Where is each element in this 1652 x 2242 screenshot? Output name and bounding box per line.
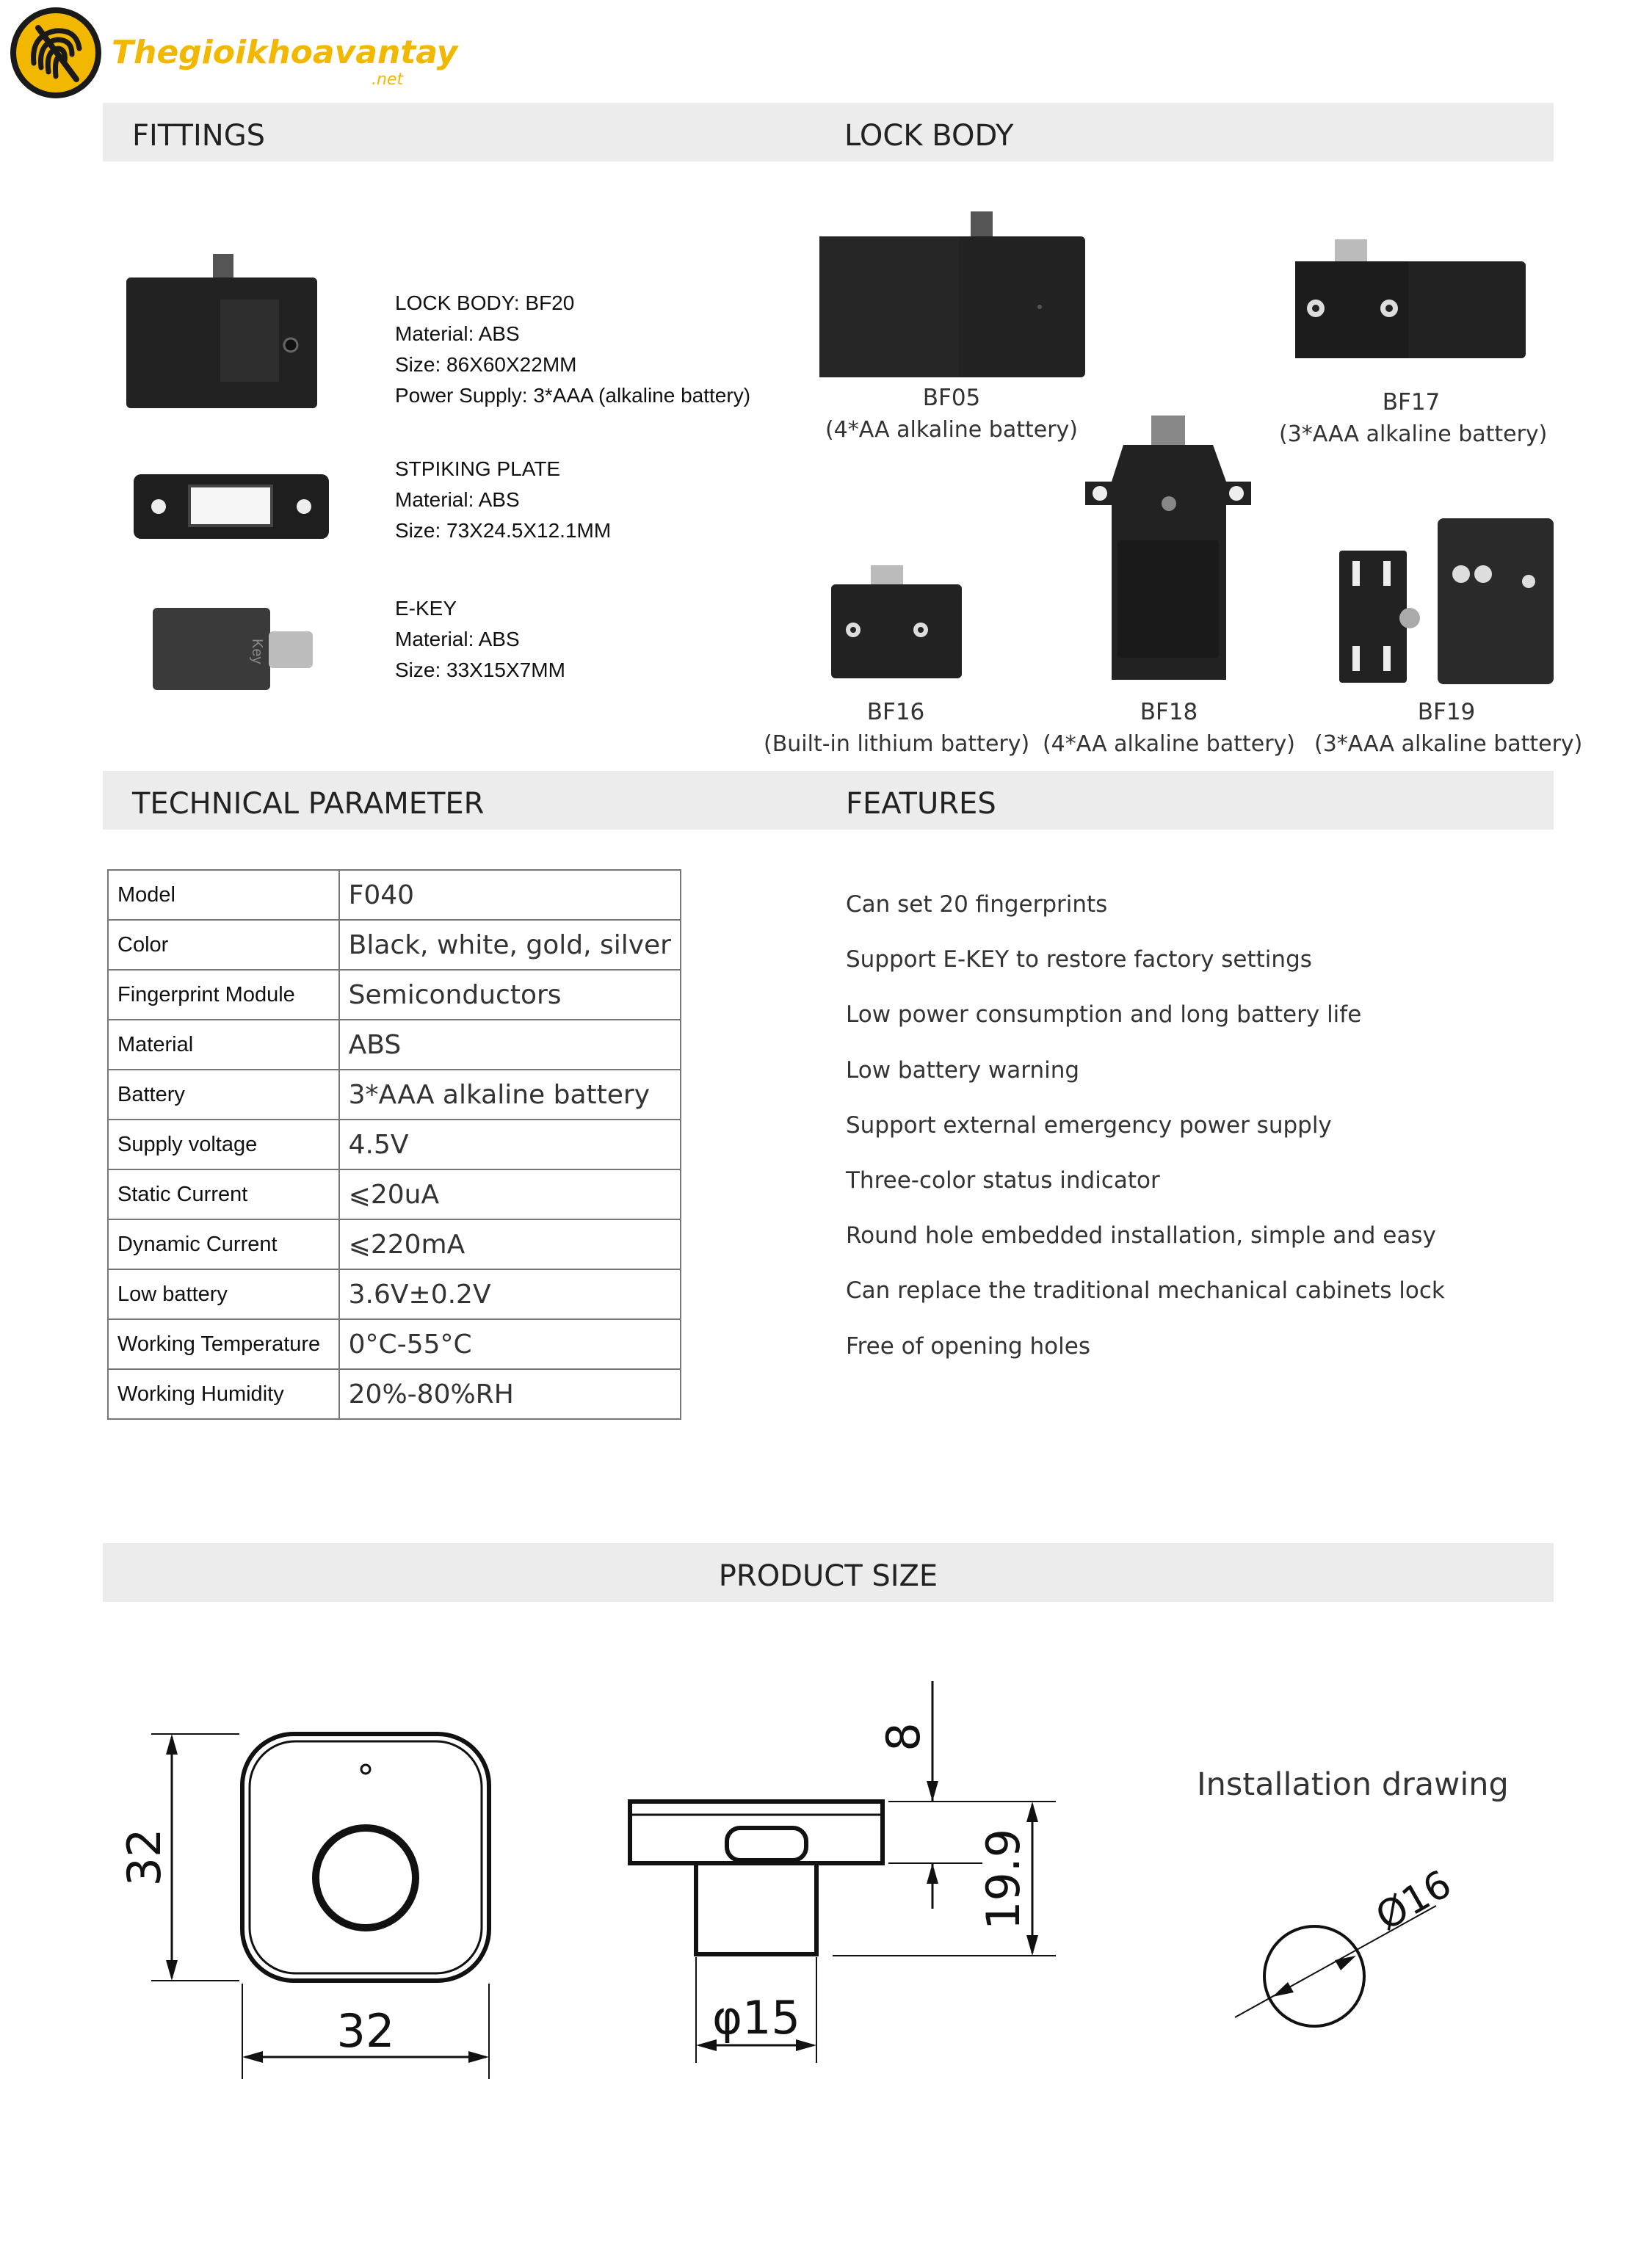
lock-battery: (3*AAA alkaline battery)	[1314, 731, 1583, 757]
side-top-label: 8	[877, 1722, 930, 1752]
lock-bf16-image	[828, 565, 965, 680]
param-key: Static Current	[108, 1169, 339, 1219]
fittings-lockbody-header	[103, 103, 1554, 162]
param-value: Semiconductors	[339, 970, 681, 1020]
e-key-image	[151, 605, 320, 693]
param-key: Working Temperature	[108, 1319, 339, 1369]
installation-drawing-label: Installation drawing	[1197, 1766, 1509, 1803]
front-height-label: 32	[117, 1828, 171, 1887]
fitting-spec-bf20	[395, 288, 750, 411]
param-value: 3*AAA alkaline battery	[339, 1070, 681, 1120]
lock-bf16-caption	[764, 696, 1028, 761]
lock-bf17-image	[1292, 239, 1529, 361]
list-item: Round hole embedded installation, simple and easy	[846, 1222, 1436, 1249]
lock-model: BF19	[1417, 699, 1476, 725]
table-row	[108, 1020, 681, 1070]
param-key: Dynamic Current	[108, 1219, 339, 1269]
table-row	[108, 870, 681, 920]
param-value: 20%-80%RH	[339, 1369, 681, 1419]
fitting-spec-e-key	[395, 593, 565, 686]
list-item: Can replace the traditional mechanical cabinets lock	[846, 1277, 1445, 1305]
front-view-drawing	[110, 1718, 521, 2085]
param-value: Black, white, gold, silver	[339, 920, 681, 970]
spec-line: STPIKING PLATE	[395, 457, 561, 480]
lock-bf18-image	[1079, 416, 1257, 680]
spec-line: Power Supply: 3*AAA (alkaline battery)	[395, 384, 751, 407]
lock-battery: (3*AAA alkaline battery)	[1279, 421, 1548, 447]
lock-bf18-caption	[1037, 696, 1301, 761]
lock-model: BF16	[866, 699, 925, 725]
list-item: Low battery warning	[846, 1056, 1080, 1084]
brand-logo	[9, 6, 103, 100]
fittings-title: FITTINGS	[132, 119, 266, 153]
lock-bf19-image	[1336, 517, 1557, 686]
param-value: ⩽220mA	[339, 1219, 681, 1269]
param-value: F040	[339, 870, 681, 920]
table-row	[108, 920, 681, 970]
param-key: Supply voltage	[108, 1120, 339, 1169]
lock-battery: (Built-in lithium battery)	[764, 731, 1030, 757]
side-total-label: 19.9	[977, 1828, 1030, 1931]
param-value: 4.5V	[339, 1120, 681, 1169]
spec-line: Size: 73X24.5X12.1MM	[395, 519, 612, 542]
param-value: ABS	[339, 1020, 681, 1070]
lock-bf17-caption	[1279, 386, 1548, 451]
spec-line: Material: ABS	[395, 322, 520, 345]
front-width-label: 32	[336, 2004, 395, 2058]
lock-body-bf20-image	[123, 254, 320, 413]
spec-line: Material: ABS	[395, 628, 520, 650]
install-diameter-label: Ø16	[1369, 1862, 1459, 1940]
list-item: Free of opening holes	[846, 1332, 1090, 1360]
fitting-spec-striking-plate	[395, 454, 611, 546]
param-key: Fingerprint Module	[108, 970, 339, 1020]
table-row	[108, 1169, 681, 1219]
table-row	[108, 1219, 681, 1269]
technical-features-header	[103, 771, 1554, 830]
param-value: 0°C-55°C	[339, 1319, 681, 1369]
list-item: Low power consumption and long battery life	[846, 1001, 1362, 1029]
param-value: 3.6V±0.2V	[339, 1269, 681, 1319]
spec-line: LOCK BODY: BF20	[395, 291, 575, 314]
lock-bf19-caption	[1314, 696, 1583, 761]
lock-bf05-caption	[812, 382, 1091, 446]
param-key: Battery	[108, 1070, 339, 1120]
technical-parameter-title: TECHNICAL PARAMETER	[132, 787, 485, 821]
spec-line: Material: ABS	[395, 488, 520, 511]
product-size-title: PRODUCT SIZE	[718, 1559, 938, 1593]
spec-line: Size: 86X60X22MM	[395, 353, 577, 376]
product-size-header	[103, 1543, 1554, 1602]
side-view-drawing	[617, 1666, 1072, 2078]
lock-bf05-image	[816, 211, 1088, 379]
param-value: ⩽20uA	[339, 1169, 681, 1219]
features-list	[846, 884, 1445, 1381]
param-key: Working Humidity	[108, 1369, 339, 1419]
table-row	[108, 1269, 681, 1319]
param-key: Model	[108, 870, 339, 920]
lock-model: BF05	[922, 385, 981, 411]
striking-plate-image	[132, 470, 330, 543]
table-row	[108, 1319, 681, 1369]
lock-model: BF17	[1382, 389, 1441, 416]
table-row	[108, 1070, 681, 1120]
list-item: Support E-KEY to restore factory settings	[846, 946, 1312, 973]
spec-line: E-KEY	[395, 597, 457, 620]
list-item: Can set 20 fingerprints	[846, 891, 1108, 918]
fingerprint-lock-icon	[9, 6, 103, 100]
param-key: Low battery	[108, 1269, 339, 1319]
side-diameter-label: φ15	[712, 1991, 800, 2045]
technical-parameter-table	[107, 869, 681, 1420]
table-row	[108, 1369, 681, 1419]
spec-line: Size: 33X15X7MM	[395, 659, 565, 681]
lock-model: BF18	[1140, 699, 1198, 725]
param-key: Color	[108, 920, 339, 970]
brand-domain: .net	[372, 70, 404, 89]
e-key-print: Key	[249, 639, 265, 664]
lock-body-title: LOCK BODY	[844, 119, 1014, 153]
list-item: Three-color status indicator	[846, 1167, 1160, 1194]
table-row	[108, 970, 681, 1020]
features-title: FEATURES	[846, 787, 996, 821]
lock-battery: (4*AA alkaline battery)	[1042, 731, 1296, 757]
list-item: Support external emergency power supply	[846, 1111, 1332, 1139]
lock-battery: (4*AA alkaline battery)	[825, 417, 1079, 443]
installation-drawing	[1226, 1850, 1476, 2041]
param-key: Material	[108, 1020, 339, 1070]
brand-name: Thegioikhoavantay	[112, 34, 458, 71]
table-row	[108, 1120, 681, 1169]
